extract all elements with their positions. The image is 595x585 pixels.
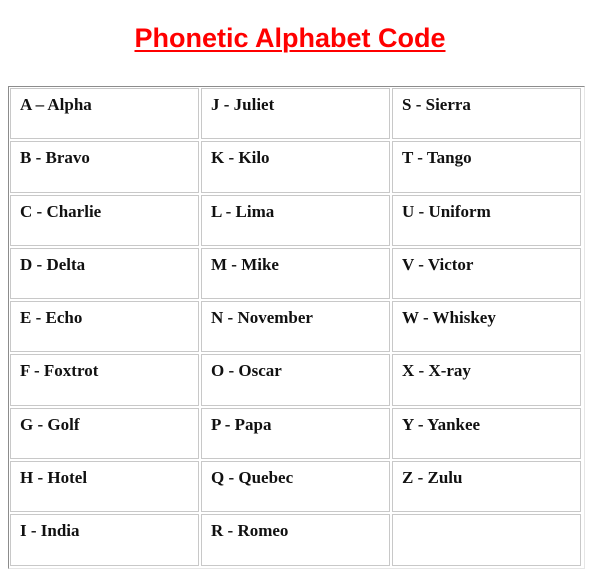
table-cell: S - Sierra (392, 88, 581, 139)
table-cell: O - Oscar (201, 354, 390, 405)
table-cell: R - Romeo (201, 514, 390, 565)
table-cell: N - November (201, 301, 390, 352)
table-cell: G - Golf (10, 408, 199, 459)
table-cell: D - Delta (10, 248, 199, 299)
table-cell: E - Echo (10, 301, 199, 352)
table-cell: W - Whiskey (392, 301, 581, 352)
table-cell: V - Victor (392, 248, 581, 299)
table-cell: Y - Yankee (392, 408, 581, 459)
table-cell: T - Tango (392, 141, 581, 192)
table-cell: A – Alpha (10, 88, 199, 139)
page-title: Phonetic Alphabet Code (134, 23, 446, 53)
table-cell: I - India (10, 514, 199, 565)
table-cell: L - Lima (201, 195, 390, 246)
table-cell: X - X-ray (392, 354, 581, 405)
table-cell: M - Mike (201, 248, 390, 299)
table-cell: Z - Zulu (392, 461, 581, 512)
table-cell-empty (392, 514, 581, 565)
table-cell: J - Juliet (201, 88, 390, 139)
table-cell: Q - Quebec (201, 461, 390, 512)
table-cell: K - Kilo (201, 141, 390, 192)
table-cell: P - Papa (201, 408, 390, 459)
table-cell: B - Bravo (10, 141, 199, 192)
table-cell: U - Uniform (392, 195, 581, 246)
table-cell: C - Charlie (10, 195, 199, 246)
table-cell: F - Foxtrot (10, 354, 199, 405)
table-cell: H - Hotel (10, 461, 199, 512)
phonetic-table (8, 86, 585, 569)
